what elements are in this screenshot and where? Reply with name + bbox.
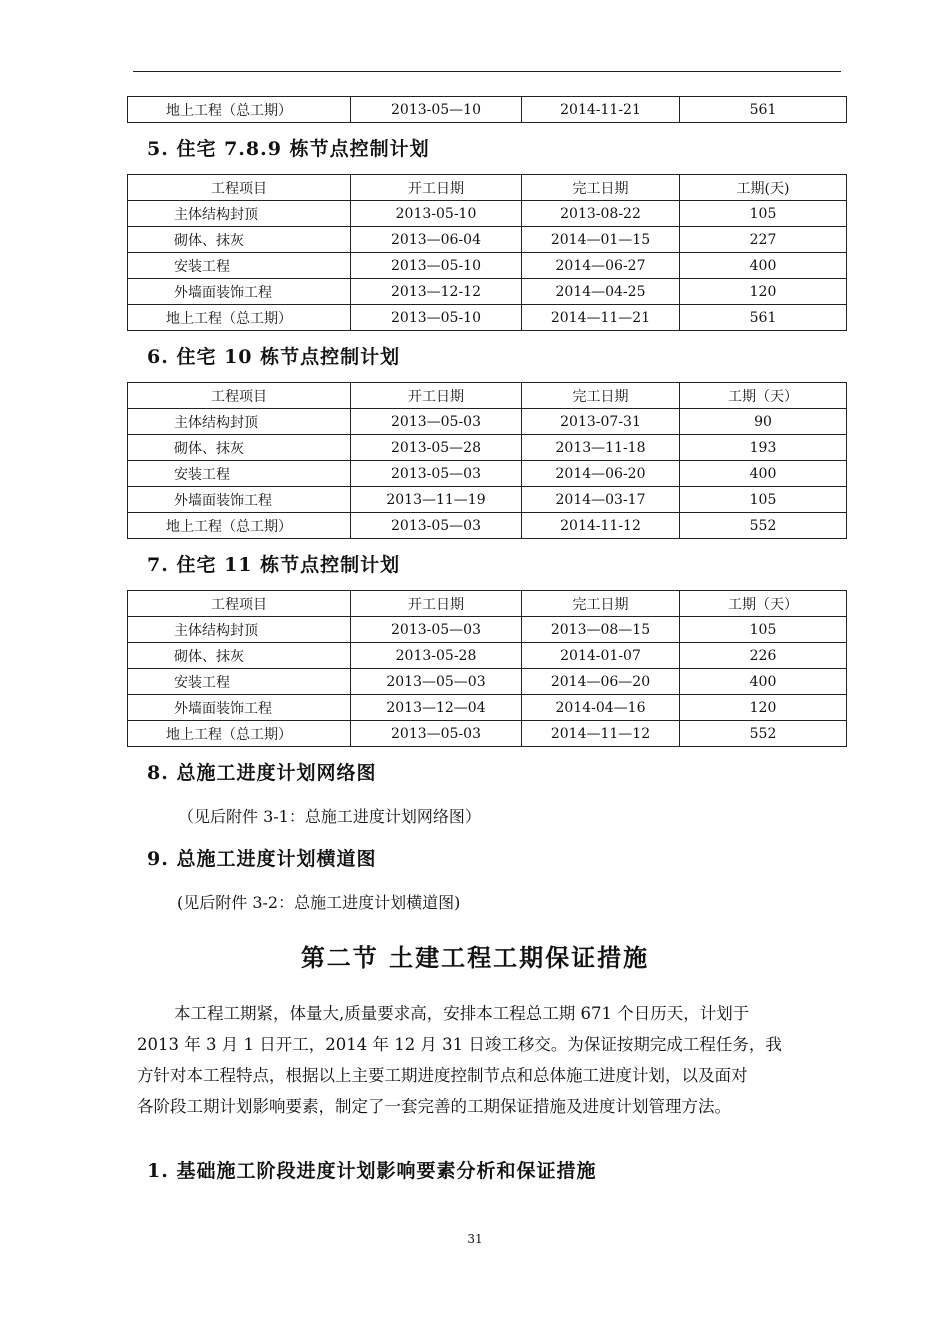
cell-end: 2014-11-21: [522, 97, 680, 123]
cell-start: 2013—05-03: [351, 409, 522, 435]
header-duration: 工期(天): [680, 175, 847, 201]
cell-start: 2013-05—03: [351, 513, 522, 539]
table-row: [128, 721, 847, 747]
header-end: 完工日期: [522, 175, 680, 201]
cell-item: 主体结构封顶: [128, 409, 351, 435]
cell-item: 外墙面装饰工程: [128, 279, 351, 305]
cell-item: 砌体、抹灰: [128, 435, 351, 461]
table-row: [128, 513, 847, 539]
table-row: [128, 201, 847, 227]
cell-item: 砌体、抹灰: [128, 227, 351, 253]
top-continued-table: [127, 96, 847, 123]
cell-start: 2013-05—03: [351, 461, 522, 487]
table-row: [128, 409, 847, 435]
table-row: [128, 487, 847, 513]
table-building-11: [127, 590, 847, 747]
cell-item: 主体结构封顶: [128, 617, 351, 643]
cell-end: 2014—03-17: [522, 487, 680, 513]
cell-duration: 90: [680, 409, 847, 435]
cell-end: 2013-07-31: [522, 409, 680, 435]
note-section-8: （见后附件 3-1：总施工进度计划网络图）: [178, 807, 481, 826]
heading-section-7: 7. 住宅 11 栋节点控制计划: [147, 554, 401, 576]
cell-start: 2013-05-10: [351, 201, 522, 227]
cell-end: 2014—04-25: [522, 279, 680, 305]
cell-start: 2013-05—10: [351, 97, 522, 123]
cell-duration: 400: [680, 669, 847, 695]
table-row: [128, 617, 847, 643]
cell-end: 2014—06—20: [522, 669, 680, 695]
cell-duration: 561: [680, 97, 847, 123]
body-paragraph: [137, 998, 837, 1122]
cell-start: 2013—12-12: [351, 279, 522, 305]
cell-duration: 400: [680, 253, 847, 279]
header-end: 完工日期: [522, 383, 680, 409]
table-row: [128, 305, 847, 331]
cell-end: 2014-01-07: [522, 643, 680, 669]
paragraph-line: 2013 年 3 月 1 日开工，2014 年 12 月 31 日竣工移交。为保证按期完成工程任务，我: [137, 1035, 782, 1054]
header-rule: [133, 71, 841, 72]
cell-end: 2013—11-18: [522, 435, 680, 461]
table-row: [128, 669, 847, 695]
cell-start: 2013—12—04: [351, 695, 522, 721]
cell-duration: 120: [680, 279, 847, 305]
header-duration: 工期（天）: [680, 591, 847, 617]
heading-section-9: 9. 总施工进度计划横道图: [147, 848, 377, 870]
cell-end: 2013-08-22: [522, 201, 680, 227]
cell-item: 外墙面装饰工程: [128, 695, 351, 721]
paragraph-line: 本工程工期紧，体量大,质量要求高，安排本工程总工期 671 个日历天，计划于: [174, 1004, 750, 1023]
paragraph-line: 各阶段工期计划影响要素，制定了一套完善的工期保证措施及进度计划管理方法。: [137, 1097, 731, 1116]
cell-end: 2014-04—16: [522, 695, 680, 721]
cell-duration: 227: [680, 227, 847, 253]
table-row: [128, 435, 847, 461]
cell-start: 2013—05-03: [351, 721, 522, 747]
cell-end: 2014—06-27: [522, 253, 680, 279]
cell-item: 砌体、抹灰: [128, 643, 351, 669]
heading-section-5: 5. 住宅 7.8.9 栋节点控制计划: [147, 138, 430, 160]
cell-duration: 400: [680, 461, 847, 487]
cell-duration: 561: [680, 305, 847, 331]
paragraph-line: 方针对本工程特点，根据以上主要工期进度控制节点和总体施工进度计划，以及面对: [137, 1066, 748, 1085]
cell-item: 安装工程: [128, 461, 351, 487]
header-item: 工程项目: [128, 175, 351, 201]
cell-item: 地上工程（总工期）: [128, 513, 351, 539]
header-item: 工程项目: [128, 591, 351, 617]
cell-start: 2013-05-28: [351, 643, 522, 669]
table-row: [128, 695, 847, 721]
cell-end: 2013—08—15: [522, 617, 680, 643]
cell-start: 2013-05—28: [351, 435, 522, 461]
heading-subsection-1: 1. 基础施工阶段进度计划影响要素分析和保证措施: [147, 1160, 597, 1182]
cell-item: 安装工程: [128, 253, 351, 279]
table-row: [128, 97, 847, 123]
table-header-row: [128, 383, 847, 409]
heading-section-8: 8. 总施工进度计划网络图: [147, 762, 377, 784]
cell-duration: 120: [680, 695, 847, 721]
cell-item: 安装工程: [128, 669, 351, 695]
header-start: 开工日期: [351, 383, 522, 409]
cell-duration: 105: [680, 617, 847, 643]
cell-item: 外墙面装饰工程: [128, 487, 351, 513]
cell-end: 2014-11-12: [522, 513, 680, 539]
cell-duration: 552: [680, 513, 847, 539]
header-start: 开工日期: [351, 175, 522, 201]
table-row: [128, 227, 847, 253]
table-header-row: [128, 175, 847, 201]
cell-duration: 226: [680, 643, 847, 669]
cell-start: 2013—05-10: [351, 253, 522, 279]
section-title: 第二节 土建工程工期保证措施: [300, 943, 650, 972]
note-section-9: (见后附件 3-2：总施工进度计划横道图): [177, 893, 461, 912]
cell-duration: 552: [680, 721, 847, 747]
heading-section-6: 6. 住宅 10 栋节点控制计划: [147, 346, 401, 368]
cell-end: 2014—11—12: [522, 721, 680, 747]
table-row: [128, 279, 847, 305]
cell-item: 地上工程（总工期）: [128, 97, 351, 123]
table-building-10: [127, 382, 847, 539]
table-building-7-8-9: [127, 174, 847, 331]
page-number: 31: [467, 1232, 483, 1246]
cell-end: 2014—06-20: [522, 461, 680, 487]
cell-duration: 193: [680, 435, 847, 461]
header-start: 开工日期: [351, 591, 522, 617]
cell-end: 2014—01—15: [522, 227, 680, 253]
table-row: [128, 253, 847, 279]
cell-duration: 105: [680, 201, 847, 227]
cell-end: 2014—11—21: [522, 305, 680, 331]
header-item: 工程项目: [128, 383, 351, 409]
cell-start: 2013—11—19: [351, 487, 522, 513]
header-duration: 工期（天）: [680, 383, 847, 409]
table-row: [128, 643, 847, 669]
cell-item: 主体结构封顶: [128, 201, 351, 227]
cell-start: 2013—05-10: [351, 305, 522, 331]
cell-item: 地上工程（总工期）: [128, 721, 351, 747]
cell-start: 2013—05—03: [351, 669, 522, 695]
cell-duration: 105: [680, 487, 847, 513]
table-header-row: [128, 591, 847, 617]
cell-item: 地上工程（总工期）: [128, 305, 351, 331]
cell-start: 2013—06-04: [351, 227, 522, 253]
table-row: [128, 461, 847, 487]
header-end: 完工日期: [522, 591, 680, 617]
cell-start: 2013-05—03: [351, 617, 522, 643]
